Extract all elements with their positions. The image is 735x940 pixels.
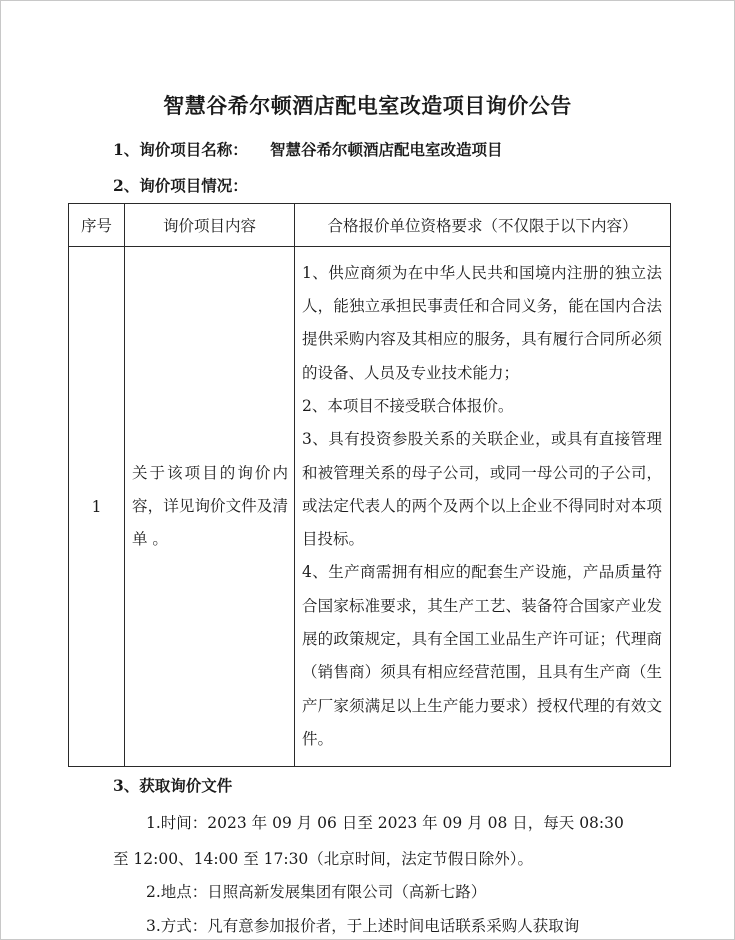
project-name: 智慧谷希尔顿酒店配电室改造项目 [270, 140, 503, 159]
time-line-1: 1.时间：2023 年 09 月 06 日至 2023 年 09 月 08 日，每天 08:30 [146, 814, 624, 832]
header-no: 序号 [69, 204, 125, 247]
place-line: 2.地点：日照高新发展集团有限公司（高新七路） [146, 883, 487, 901]
table-header-row [69, 204, 671, 247]
inquiry-table [68, 203, 671, 767]
requirement-2: 2、本项目不接受联合体报价。 [302, 396, 514, 415]
header-content: 询价项目内容 [125, 204, 295, 247]
method-line: 3.方式：凡有意参加报价者，于上述时间电话联系采购人获取询 [146, 917, 580, 935]
table-row [69, 247, 671, 767]
row-content: 关于该项目的询价内容，详见询价文件及清单 。 [125, 247, 295, 767]
section2-label: 2、询价项目情况： [113, 176, 248, 195]
section1-label: 1、询价项目名称： [113, 140, 248, 159]
header-requirements: 合格报价单位资格要求（不仅限于以下内容） [295, 204, 671, 247]
section3-label: 3、获取询价文件 [113, 776, 233, 795]
time-line-2: 至 12:00、14:00 至 17:30（北京时间，法定节假日除外）。 [113, 850, 534, 868]
document-title: 智慧谷希尔顿酒店配电室改造项目询价公告 [163, 93, 572, 118]
requirement-3: 3、具有投资参股关系的关联企业，或具有直接管理和被管理关系的母子公司，或同一母公司的子公司，或法定代表人的两个及两个以上企业不得同时对本项目投标。 [302, 430, 662, 549]
requirement-4: 4、生产商需拥有相应的配套生产设施，产品质量符合国家标准要求，其生产工艺、装备符合国家产业发展的政策规定，具有全国工业品生产许可证；代理商（销售商）须具有相应经营范围，且具有生产商（生产厂家须满足以上生产能力要求）授权代理的有效文件。 [302, 563, 662, 748]
row-number: 1 [69, 247, 125, 767]
requirement-1: 1、供应商须为在中华人民共和国境内注册的独立法人，能独立承担民事责任和合同义务，能在国内合法提供采购内容及其相应的服务，具有履行合同所必须的设备、人员及专业技术能力； [302, 263, 662, 382]
requirements-cell [295, 247, 671, 767]
